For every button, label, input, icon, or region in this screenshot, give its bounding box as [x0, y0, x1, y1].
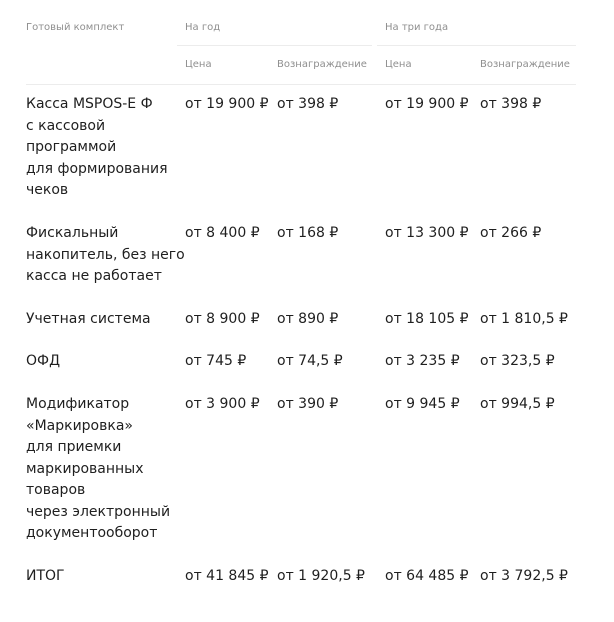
row-fiscal-three-reward: от 266 ₽ — [480, 225, 542, 241]
row-fiscal-three-price: от 13 300 ₽ — [385, 225, 469, 241]
header-period-year: На год — [185, 22, 221, 33]
row-total-year-reward: от 1 920,5 ₽ — [277, 568, 365, 584]
row-name-marking: Модификатор «Маркировка» для приемки маркированных товаров через электронный документооборот — [26, 396, 171, 541]
header-bottom-divider — [26, 84, 576, 85]
row-ofd-three-reward: от 323,5 ₽ — [480, 353, 555, 369]
row-name-kassa: Касса MSPOS-E Ф с кассовой программой для формирования чеков — [26, 96, 168, 198]
row-ofd-year-price: от 745 ₽ — [185, 353, 247, 369]
row-kassa-three-price: от 19 900 ₽ — [385, 96, 469, 112]
header-divider-year — [177, 45, 372, 46]
row-marking-three-reward: от 994,5 ₽ — [480, 396, 555, 412]
row-fiscal-year-price: от 8 400 ₽ — [185, 225, 260, 241]
header-three-price: Цена — [385, 59, 412, 70]
row-accounting-three-reward: от 1 810,5 ₽ — [480, 311, 568, 327]
header-year-price: Цена — [185, 59, 212, 70]
row-fiscal-year-reward: от 168 ₽ — [277, 225, 339, 241]
row-accounting-year-reward: от 890 ₽ — [277, 311, 339, 327]
header-three-reward: Вознаграждение — [480, 59, 570, 70]
header-set-label: Готовый комплект — [26, 22, 125, 33]
row-name-accounting: Учетная система — [26, 311, 151, 327]
row-total-three-reward: от 3 792,5 ₽ — [480, 568, 568, 584]
row-kassa-year-price: от 19 900 ₽ — [185, 96, 269, 112]
row-marking-year-price: от 3 900 ₽ — [185, 396, 260, 412]
row-ofd-year-reward: от 74,5 ₽ — [277, 353, 343, 369]
row-marking-year-reward: от 390 ₽ — [277, 396, 339, 412]
header-year-reward: Вознаграждение — [277, 59, 367, 70]
header-period-three-years: На три года — [385, 22, 449, 33]
row-name-ofd: ОФД — [26, 353, 61, 369]
row-kassa-year-reward: от 398 ₽ — [277, 96, 339, 112]
row-kassa-three-reward: от 398 ₽ — [480, 96, 542, 112]
row-name-fiscal: Фискальный накопитель, без него касса не работает — [26, 225, 185, 284]
row-name-total: ИТОГ — [26, 568, 65, 584]
row-ofd-three-price: от 3 235 ₽ — [385, 353, 460, 369]
row-accounting-three-price: от 18 105 ₽ — [385, 311, 469, 327]
row-total-three-price: от 64 485 ₽ — [385, 568, 469, 584]
header-divider-three-years — [377, 45, 576, 46]
row-accounting-year-price: от 8 900 ₽ — [185, 311, 260, 327]
row-marking-three-price: от 9 945 ₽ — [385, 396, 460, 412]
row-total-year-price: от 41 845 ₽ — [185, 568, 269, 584]
